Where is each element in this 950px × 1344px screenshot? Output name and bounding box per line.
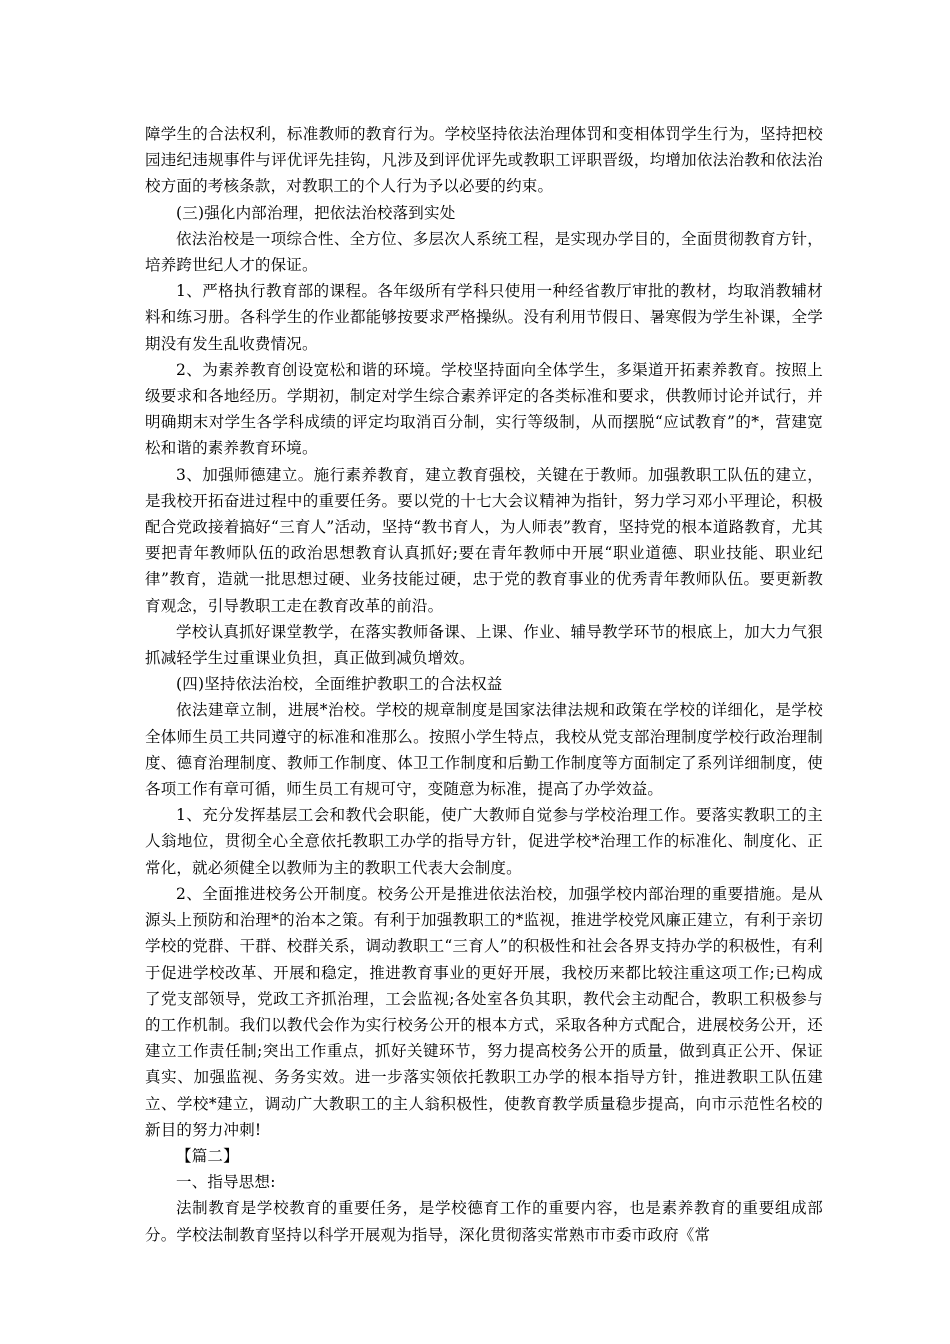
paragraph: 学校认真抓好课堂教学，在落实教师备课、上课、作业、辅导教学环节的根底上，加大力气狠抓减轻学生过重课业负担，真正做到减负增效。 bbox=[145, 622, 823, 668]
paragraph: 依法建章立制，进展*治校。学校的规章制度是国家法律法规和政策在学校的详细化，是学校全体师生员工共同遵守的标准和准那么。按照小学生特点，我校从党支部治理制度学校行政治理制度、德育治理制度、教师工作制度、体卫工作制度和后勤工作制度等方面制定了系列详细制度，使各项工作有章可循，师生员工有规可守，变随意为标准，提高了办学效益。 bbox=[145, 701, 823, 799]
part-heading: 【篇二】 bbox=[176, 1146, 239, 1165]
paragraph: 法制教育是学校教育的重要任务，是学校德育工作的重要内容，也是素养教育的重要组成部分。学校法制教育坚持以科学开展观为指导，深化贯彻落实常熟市市委市政府《常 bbox=[145, 1199, 823, 1244]
section-heading: (三)强化内部治理，把依法治校落到实处 bbox=[176, 203, 456, 222]
paragraph: 2、全面推进校务公开制度。校务公开是推进依法治校，加强学校内部治理的重要措施。是从源头上预防和治理*的治本之策。有利于加强教职工的*监视，推进学校党风廉正建立，有利于亲切学校的党群、干群、校群关系，调动教职工“三育人”的积极性和社会各界支持办学的积极性，有利于促进学校改革、开展和稳定，推进教育事业的更好开展，我校历来都比较注重这项工作;已构成了党支部领导，党政工齐抓治理，工会监视;各处室各负其职，教代会主动配合，教职工积极参与的工作机制。我们以教代会作为实行校务公开的根本方式，采取各种方式配合，进展校务公开，还建立工作责任制;突出工作重点，抓好关键环节，努力提高校务公开的质量，做到真正公开、保证真实、加强监视、务务实效。进一步落实领依托教职工办学的根本指导方针，推进教职工队伍建立、学校*建立，调动广大教职工的主人翁积极性，使教育教学质量稳步提高，向市示范性名校的新目的努力冲刺! bbox=[145, 884, 823, 1139]
paragraph: 1、充分发挥基层工会和教代会职能，使广大教师自觉参与学校治理工作。要落实教职工的主人翁地位，贯彻全心全意依托教职工办学的指导方针，促进学校*治理工作的标准化、制度化、正常化，就必须健全以教师为主的教职工代表大会制度。 bbox=[145, 806, 823, 877]
paragraph: 依法治校是一项综合性、全方位、多层次人系统工程，是实现办学目的，全面贯彻教育方针，培养跨世纪人才的保证。 bbox=[145, 229, 823, 275]
section-heading: 一、指导思想: bbox=[176, 1173, 276, 1192]
paragraph: 3、加强师德建立。施行素养教育，建立教育强校，关键在于教师。加强教职工队伍的建立，是我校开拓奋进过程中的重要任务。要以党的十七大会议精神为指针，努力学习邓小平理论，积极配合党政接着搞好“三育人”活动，坚持“教书育人，为人师表”教育，坚持党的根本道路教育，尤其要把青年教师队伍的政治思想教育认真抓好;要在青年教师中开展“职业道德、职业技能、职业纪律”教育，造就一批思想过硬、业务技能过硬，忠于党的教育事业的优秀青年教师队伍。要更新教育观念，引导教职工走在教育改革的前沿。 bbox=[145, 465, 823, 615]
section-heading: (四)坚持依法治校，全面维护教职工的合法权益 bbox=[176, 675, 503, 694]
paragraph: 2、为素养教育创设宽松和谐的环境。学校坚持面向全体学生，多渠道开拓素养教育。按照上级要求和各地经历。学期初，制定对学生综合素养评定的各类标准和要求，供教师讨论并试行，并明确期末对学生各学科成绩的评定均取消百分制，实行等级制，从而摆脱“应试教育”的*，营建宽松和谐的素养教育环境。 bbox=[145, 360, 823, 458]
paragraph: 障学生的合法权利，标准教师的教育行为。学校坚持依法治理体罚和变相体罚学生行为，坚持把校园违纪违规事件与评优评先挂钩，凡涉及到评优评先或教职工评职晋级，均增加依法治教和依法治校方面的考核条款，对教职工的个人行为予以必要的约束。 bbox=[145, 125, 823, 196]
paragraph: 1、严格执行教育部的课程。各年级所有学科只使用一种经省教厅审批的教材，均取消教辅材料和练习册。各科学生的作业都能够按要求严格操纵。没有利用节假日、暑寒假为学生补课，全学期没有发生乱收费情况。 bbox=[145, 282, 823, 353]
document-page bbox=[145, 121, 823, 1248]
